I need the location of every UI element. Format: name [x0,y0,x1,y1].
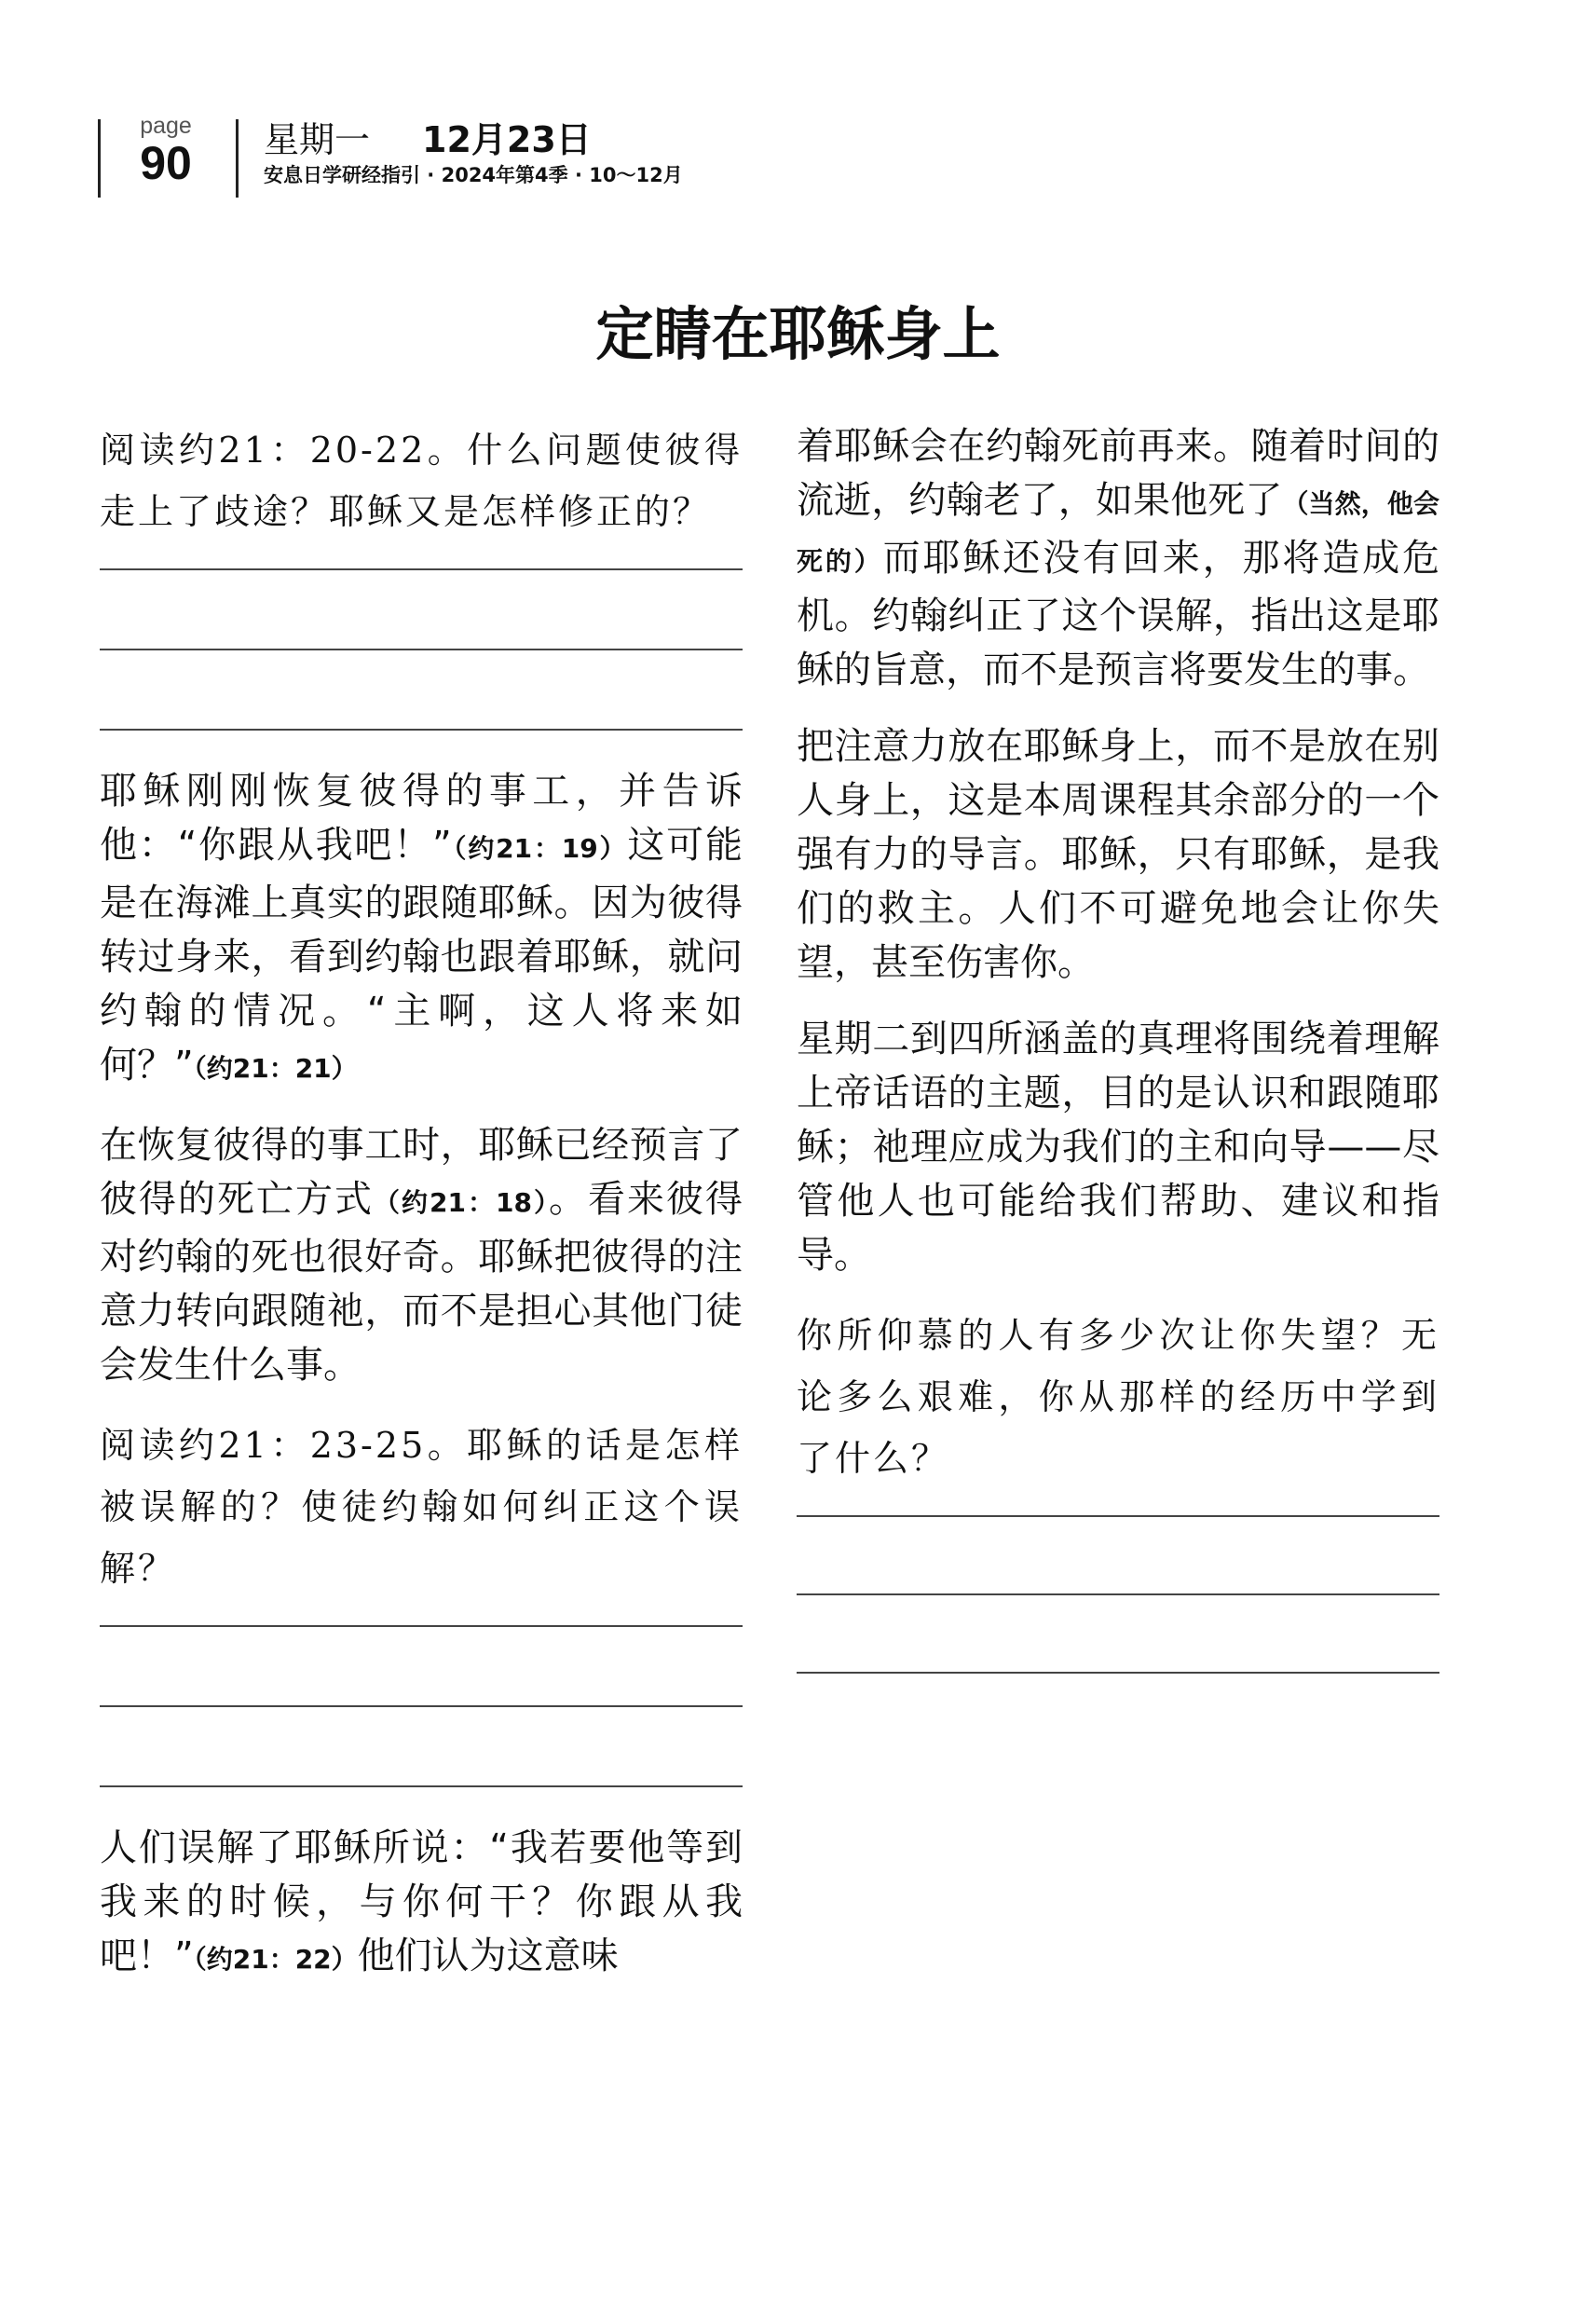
answer-line[interactable] [100,649,743,650]
answer-line[interactable] [100,1785,743,1787]
scripture-ref: （约21：21） [193,1053,358,1084]
parenthetical-note: （当然，他会死的） [797,488,1439,577]
paragraph-right-1 [797,419,1439,697]
paragraph-right-2: 把注意力放在耶稣身上，而不是放在别人身上，这是本周课程其余部分的一个强有力的导言。耶稣，只有耶稣，是我们的救主。人们不可避免地会让你失望，甚至伤害你。 [797,725,1439,984]
answer-line[interactable] [100,729,743,731]
right-column [797,419,1439,1750]
answer-line[interactable] [797,1515,1439,1517]
text: 。看来彼得对约翰的死也很好奇。耶稣把彼得的注意力转向跟随祂，而不是担心其他门徒会发生什么事。 [100,1178,743,1387]
answer-lines-2 [100,1599,743,1787]
text: 这可能是在海滩上真实的跟随耶稣。因为彼得转过身来，看到约翰也跟着耶稣，就问约翰的情况。“主啊，这人将来如何？” [100,824,743,1087]
question-2: 阅读约21：23-25。耶稣的话是怎样被误解的？使徒约翰如何纠正这个误解？ [100,1425,743,1589]
answer-line[interactable] [797,1672,1439,1674]
answer-line[interactable] [100,1625,743,1627]
header-left-rule [98,119,101,198]
weekday: 星期一 [264,119,371,160]
paragraph-left-2 [100,1118,743,1392]
answer-line[interactable] [100,1705,743,1707]
answer-lines-1 [100,542,743,731]
scripture-ref: （约21：22） [193,1944,358,1975]
paragraph-right-3: 星期二到四所涵盖的真理将围绕着理解上帝话语的主题，目的是认识和跟随耶稣；祂理应成为我们的主和向导——尽管他人也可能给我们帮助、建议和指导。 [797,1018,1439,1277]
text: 在恢复彼得的事工时，耶稣已经预言了彼得的死亡方式 [100,1124,743,1221]
text: 耶稣刚刚恢复彼得的事工，并告诉他：“你跟从我吧！” [100,770,743,867]
question-1: 阅读约21：20-22。什么问题使彼得走上了歧途？耶稣又是怎样修正的？ [100,430,743,532]
date: 12月23日 [422,119,592,160]
text: 着耶稣会在约翰死前再来。随着时间的流逝，约翰老了，如果他死了 [797,425,1439,522]
page-title: 定睛在耶稣身上 [595,300,1001,368]
text: 而耶稣还没有回来，那将造成危机。约翰纠正了这个误解，指出这是耶稣的旨意，而不是预言将要发生的事。 [797,537,1439,691]
text: 人们误解了耶稣所说：“我若要他等到我来的时候，与你何干？你跟从我吧！” [100,1826,743,1977]
header-subtitle: 安息日学研经指引 · 2024年第4季 · 10～12月 [264,164,683,186]
answer-line[interactable] [797,1593,1439,1595]
page-number: 90 [140,137,192,189]
text: 他们认为这意味 [357,1935,619,1977]
scripture-ref: （约21：18） [374,1187,549,1218]
header-right-rule [236,119,239,198]
left-column [100,419,743,2009]
answer-lines-3 [797,1489,1439,1674]
paragraph-left-3 [100,1821,743,1987]
page-label: page [140,113,192,139]
scripture-ref: （约21：19） [451,833,628,864]
question-3: 你所仰慕的人有多少次让你失望？无论多么艰难，你从那样的经历中学到了什么？ [797,1315,1439,1479]
paragraph-left-1 [100,764,743,1096]
answer-line[interactable] [100,568,743,570]
